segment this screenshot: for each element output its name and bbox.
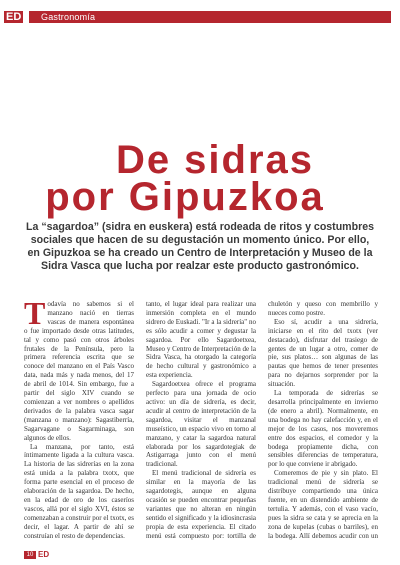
- paragraph: tanto, el lugar ideal para realizar una inmersión completa en el mundo sidrero de Euskadi. "Ir a la sidrería" no es sólo acudir a comer y degustar la sagardoa. Por ello Sagardoetxea, Museo y Centro de Interpretación de la Sidra Vasca, ha otorgado la categoría de hecho cultural y gastronómico a esta experiencia.: [146, 300, 256, 380]
- paragraph: Sagardoetxea ofrece el programa perfecto para una jornada de ocio activo: un día de sidrería, es decir, acudir al centro de interpretación de la sagardoa, visitar el manzanal museístico, un espacio vivo en torno al manzano, y catar la sagardoa natural elaborada por los sagardotegiak de Astigarraga junto con el menú tradicional.: [146, 380, 256, 469]
- article-body: [24, 300, 379, 540]
- paragraph: chuletón y queso con membrillo y nueces como postre.: [268, 300, 378, 317]
- paragraph: La manzana, por tanto, está íntimamente ligada a la cultura vasca. La historia de las sidrerías en la zona está unida a la palabra txotx, que forma parte esencial en el proceso de elaboración de la sagardoa. De hecho, en la edad de oro de los caseríos vascos, allá por el siglo XVI, éstos se comenzaban a construir por el txotx, es decir, el lagar. A partir de ahí se construían el resto de dependencias.: [24, 442, 134, 540]
- magazine-logo: ED: [6, 11, 22, 23]
- section-label: Gastronomía: [41, 12, 96, 22]
- body-column-1: [24, 300, 134, 540]
- body-column-2: [146, 300, 256, 540]
- paragraph: La temporada de sidrerías se desarrolla principalmente en invierno (de enero a abril). Normalmente, en una bodega no hay calefacción y, en el mejor de los casos, nos moveremos entre dos espacios, el comedor y la bodega propiamente dicha, con sensibles diferencias de temperatura, por lo que conviene ir abrigado.: [268, 389, 378, 469]
- page-header: [0, 8, 400, 26]
- article-title-line-1: De sidras: [115, 138, 315, 182]
- paragraph: El menú tradicional de sidrería es similar en la mayoría de las sagardotegis, aunque en alguna ocasión se pueden encontrar pequeñas variantes que no alteran en ningún sentido el significado y la idiosincrasia propia de esta experiencia. El citado menú está compuesto por: tortilla de: [146, 469, 256, 540]
- body-column-3: [268, 300, 378, 540]
- article-lead: La “sagardoa” (sidra en euskera) está rodeada de ritos y costumbres sociales que hacen de su degustación un momento único. Por ello, en Gipuzkoa se ha creado un Centro de Interpretación y Museo de la Sidra Vasca que lucha por realzar este producto gastronómico.: [26, 221, 374, 272]
- section-bar: [29, 11, 391, 23]
- paragraph: Comeremos de pie y sin plato. El tradicional menú de sidrería se distribuye compartiendo una única fuente, en un distendido ambiente de tertulia. Y además, con el vaso vacío, pues la sidra se cata y se aprecia en la zona de kupelas (cubas o barriles), en la bodega. Allí debemos acudir con un: [268, 469, 378, 540]
- article-title-line-2: por Gipuzkoa: [45, 175, 325, 219]
- paragraph: [24, 300, 134, 443]
- footer-logo: ED: [38, 550, 50, 559]
- drop-cap: T: [24, 300, 46, 331]
- paragraph: Eso sí, acudir a una sidrería, iniciarse en el rito del txotx (ver destacado), disfrutar del trasiego de gentes de un lugar a otro, comer de pie, sus platos… son algunas de las pautas que hemos de tener presentes para no dejarnos sorprender por la situación.: [268, 317, 378, 389]
- paragraph-text: odavía no sabemos si el manzano nació en tierras vascas de manera espontánea o fue importado desde otras latitudes, tal y como pasó con otros árboles frutales de la Península, pero la primera referencia escrita que se conoce del manzano en el País Vasco data, nada más y nada menos, del 17 de abril de 1014. Sin embargo, fue a partir del siglo XIV cuando se comienzan a ver nombres o apellidos derivados de la palabra vasca sagar (manzana o manzano): Sagastiberría, Sagarvagane o Sagarminaga, son algunos de ellos.: [24, 300, 134, 442]
- page-number: 10: [24, 551, 36, 559]
